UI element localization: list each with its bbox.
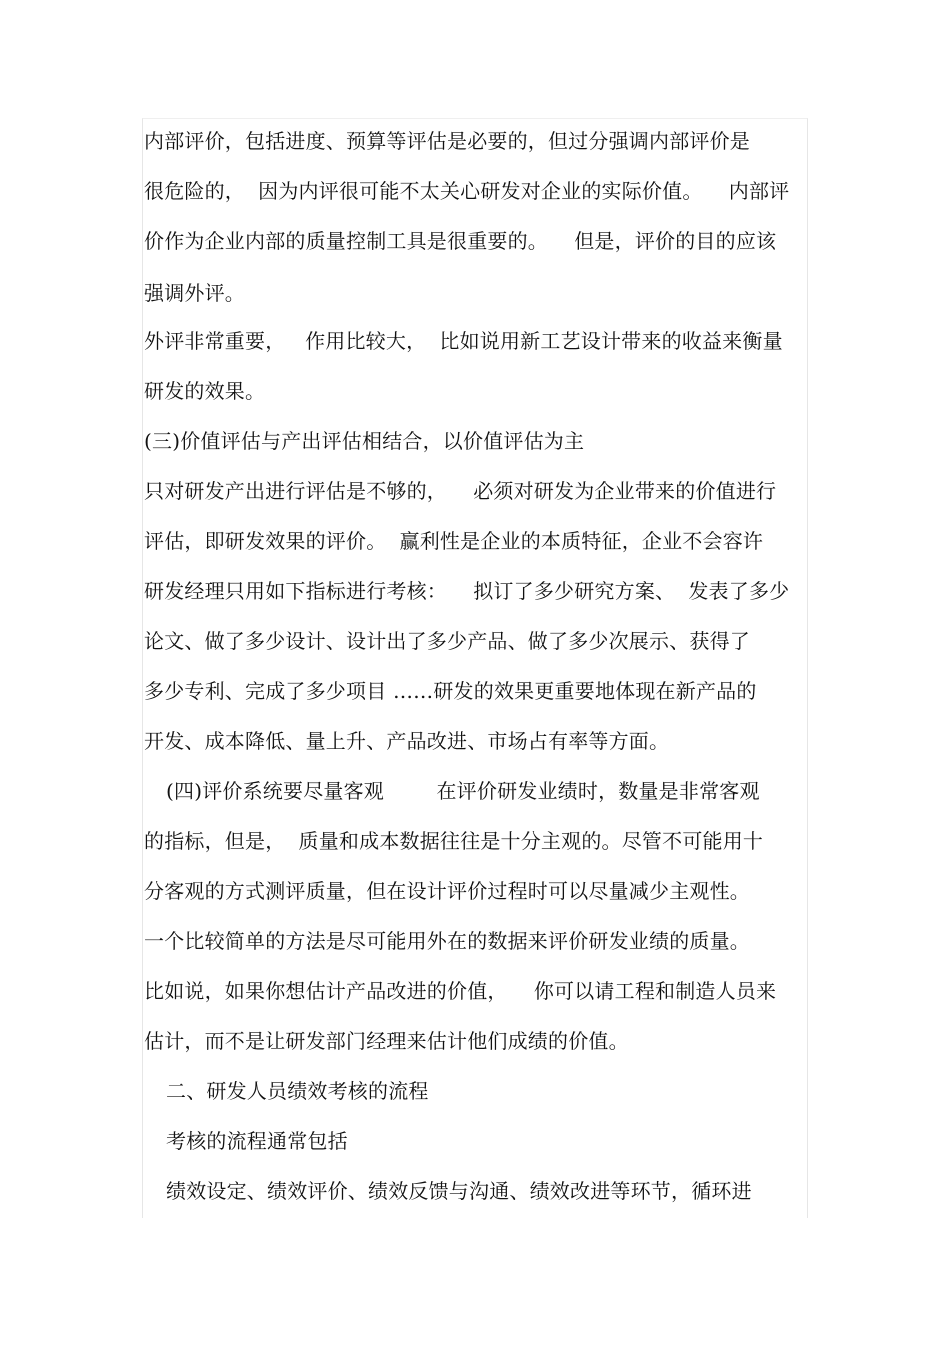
section-heading: 二、研发人员绩效考核的流程	[166, 1079, 429, 1103]
section-heading: (三)价值评估与产出评估相结合，以价值评估为主	[144, 429, 585, 453]
text-line: 价作为企业内部的质量控制工具是很重要的。 但是，评价的目的应该	[144, 229, 777, 253]
text-line: 论文、做了多少设计、设计出了多少产品、做了多少次展示、获得了	[144, 629, 750, 653]
text-line: 很危险的， 因为内评很可能不太关心研发对企业的实际价值。 内部评	[144, 179, 790, 203]
text-line: 比如说，如果你想估计产品改进的价值， 你可以请工程和制造人员来	[144, 979, 777, 1003]
text-line: 估计，而不是让研发部门经理来估计他们成绩的价值。	[144, 1029, 629, 1053]
text-line: 内部评价，包括进度、预算等评估是必要的，但过分强调内部评价是	[144, 129, 750, 153]
text-line: 绩效设定、绩效评价、绩效反馈与沟通、绩效改进等环节，循环进	[166, 1179, 752, 1203]
text-line: 考核的流程通常包括	[166, 1129, 348, 1153]
text-line: 的指标，但是， 质量和成本数据往往是十分主观的。尽管不可能用十	[144, 829, 764, 853]
section-heading: (四)评价系统要尽量客观 在评价研发业绩时，数量是非常客观	[166, 779, 760, 803]
text-line: 外评非常重要， 作用比较大， 比如说用新工艺设计带来的收益来衡量	[144, 329, 783, 353]
text-line: 研发的效果。	[144, 379, 266, 403]
text-line: 一个比较简单的方法是尽可能用外在的数据来评价研发业绩的质量。	[144, 929, 750, 953]
text-line: 研发经理只用如下指标进行考核： 拟订了多少研究方案、 发表了多少	[144, 579, 790, 603]
text-line: 强调外评。	[144, 281, 245, 305]
text-line: 开发、成本降低、量上升、产品改进、市场占有率等方面。	[144, 729, 670, 753]
text-line: 评估，即研发效果的评价。 赢利性是企业的本质特征，企业不会容许	[144, 529, 764, 553]
text-line: 多少专利、完成了多少项目 ……研发的效果更重要地体现在新产品的	[144, 679, 757, 703]
text-line: 分客观的方式测评质量，但在设计评价过程时可以尽量减少主观性。	[144, 879, 750, 903]
text-line: 只对研发产出进行评估是不够的， 必须对研发为企业带来的价值进行	[144, 479, 777, 503]
